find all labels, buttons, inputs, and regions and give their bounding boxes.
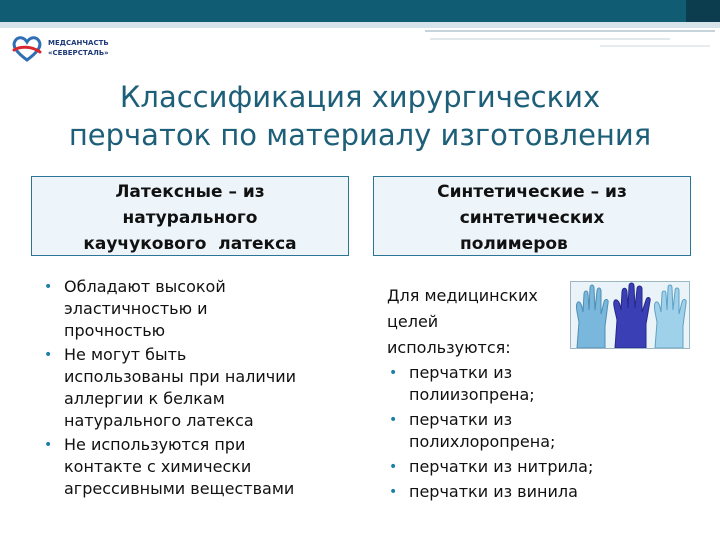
- bullet-icon: •: [44, 279, 53, 295]
- synthetic-intro-text: [387, 283, 538, 361]
- latex-header-line: каучукового латекса: [83, 234, 297, 254]
- list-item: [42, 276, 352, 342]
- top-header-accent: [686, 0, 720, 22]
- gloves-icon: [570, 281, 690, 349]
- list-item-line: натурального латекса: [64, 411, 254, 430]
- list-item-line: аллергии к белкам: [64, 389, 225, 408]
- header-sub-bar: [0, 22, 720, 28]
- latex-header-line: Латексные – из: [115, 182, 265, 202]
- decor-line: [600, 45, 710, 47]
- list-item: [42, 344, 352, 432]
- list-item-line: полихлоропрена;: [409, 432, 556, 451]
- list-item: [42, 434, 352, 500]
- list-item: [387, 409, 687, 453]
- intro-line: целей: [387, 312, 439, 331]
- synthetic-header-line: Синтетические – из: [437, 182, 627, 202]
- synthetic-header-box: [373, 176, 691, 256]
- list-item-line: перчатки из винила: [409, 482, 578, 501]
- logo-text-line1: МЕДСАНЧАСТЬ: [48, 39, 109, 47]
- intro-line: Для медицинских: [387, 286, 538, 305]
- list-item-line: прочностью: [64, 321, 166, 340]
- logo: [10, 32, 130, 68]
- list-item-line: перчатки из: [409, 410, 513, 429]
- title-line: Классификация хирургических: [119, 80, 601, 114]
- list-item-line: Обладают высокой: [64, 277, 226, 296]
- synthetic-materials-list: [387, 362, 687, 506]
- list-item: [387, 362, 687, 406]
- decor-line: [430, 38, 670, 40]
- list-item-line: полиизопрена;: [409, 385, 535, 404]
- list-item-line: Не используются при: [64, 435, 246, 454]
- bullet-icon: •: [389, 412, 398, 428]
- latex-properties-list: [42, 276, 352, 502]
- bullet-icon: •: [389, 484, 398, 500]
- decor-line: [425, 30, 715, 32]
- list-item: [387, 456, 687, 478]
- list-item-line: Не могут быть: [64, 345, 187, 364]
- synthetic-header-line: полимеров: [460, 234, 568, 254]
- logo-text-line2: «СЕВЕРСТАЛЬ»: [48, 49, 109, 57]
- top-header-bar: [0, 0, 720, 22]
- list-item: [387, 481, 687, 503]
- list-item-line: использованы при наличии: [64, 367, 297, 386]
- list-item-line: перчатки из нитрила;: [409, 457, 594, 476]
- bullet-icon: •: [44, 347, 53, 363]
- list-item-line: эластичностью и: [64, 299, 208, 318]
- list-item-line: контакте с химически: [64, 457, 252, 476]
- intro-line: используются:: [387, 338, 511, 357]
- heart-logo-icon: [10, 34, 44, 64]
- page-title: [20, 78, 700, 154]
- bullet-icon: •: [389, 365, 398, 381]
- list-item-line: агрессивными веществами: [64, 479, 295, 498]
- latex-header-line: натурального: [122, 208, 258, 228]
- bullet-icon: •: [389, 459, 398, 475]
- list-item-line: перчатки из: [409, 363, 513, 382]
- bullet-icon: •: [44, 437, 53, 453]
- title-line: перчаток по материалу изготовления: [68, 118, 652, 152]
- latex-header-box: [31, 176, 349, 256]
- synthetic-header-line: синтетических: [459, 208, 605, 228]
